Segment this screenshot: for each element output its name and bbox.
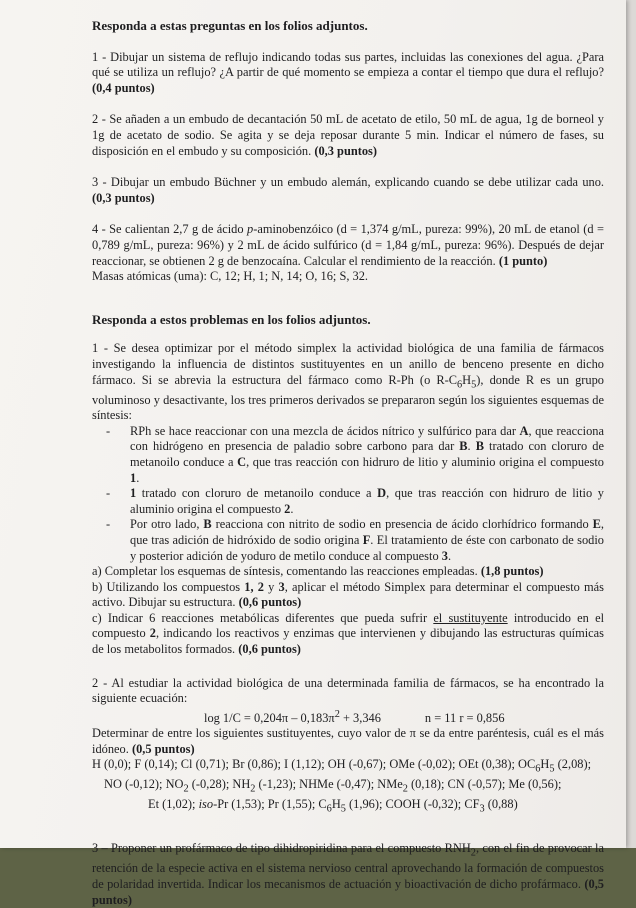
problem-2-intro: 2 - Al estudiar la actividad biológica de una determinada familia de fármacos, se ha encontrado la siguiente ecuación:: [92, 675, 604, 706]
problem-2-equation: $\log 1/C = 0,204\pi - 0,183\pi^2 + 3,346$ n = 11 r = 0,856: [204, 708, 505, 725]
scheme-3: - Por otro lado, B reacciona con nitrito de sodio en presencia de ácido clorhídrico formando E, que tras adición de hidróxido de sodio origina F. El tratamiento de éste con carbonato de sodio y posterior adición de yoduro de metilo conduce al compuesto 3.: [106, 517, 604, 564]
problem-2-question: Determinar de entre los siguientes sustituyentes, cuyo valor de π se da entre paréntesis, cuál es el más idóneo. (0,5 puntos): [92, 725, 604, 756]
question-3-points: (0,3 puntos): [92, 190, 155, 205]
problem-1-intro: 1 - Se desea optimizar por el método simplex la actividad biológica de una familia de fármacos investigando la influencia de distintos sustituyentes en un anillo de benceno presente en dicho fármaco. Si se abrevia la estructura del fármaco como R-Ph (o $R-C_6H_5$), donde R es un grupo voluminoso y desactivante, los tres primeros derivados se prepararon según los siguientes esquemas de síntesis:: [92, 341, 604, 423]
problem-1-part-c: c) Indicar 6 reacciones metabólicas diferentes que pueda sufrir el sustituyente introducido en el compuesto 2, indicando los reactivos y enzimas que intervienen y dibujando las estructuras químicas de los metabolitos formados. (0,6 puntos): [92, 610, 605, 657]
problem-1-part-b: b) Utilizando los compuestos 1, 2 y 3, aplicar el método Simplex para determinar el compuesto más activo. Dibujar su estructura. (0,6 puntos): [92, 579, 605, 610]
problem-3: 3 – Proponer un profármaco de tipo dihidropiridina para el compuesto $RNH_2$, con el fin de provocar la retención de la especie activa en el sistema nervioso central aprovechando la formación de compuestos de polaridad invertida. Indicar los mecanismos de actuación y bioactivación de dicho profármaco. (0,5 puntos): [92, 841, 604, 907]
question-1: 1 - Dibujar un sistema de reflujo indicando todas sus partes, incluidas las conexiones del agua. ¿Para qué se utiliza un reflujo? ¿A partir de qué momento se empieza a contar el tiempo que dura el reflujo? (0,4 puntos): [92, 49, 604, 95]
section2-heading: Responda a estos problemas en los folios adjuntos.: [92, 311, 371, 327]
substituent-line-3: Et (1,02); iso-Pr (1,53); Pr (1,55); $C_6H_5$ (1,96); COOH (-0,32); $CF_3$ (0,88): [148, 797, 518, 815]
substituent-line-1: H (0,0); F (0,14); Cl (0,71); Br (0,86); I (1,12); OH (-0,67); OMe (-0,02); OEt (0,38); $OC_6H_5$ (2,08);: [92, 757, 592, 775]
question-2: 2 - Se añaden a un embudo de decantación 50 mL de acetato de etilo, 50 mL de agua, 1g de borneol y 1g de acetato de sodio. Se agita y se deja reposar durante 5 min. Indicar el número de fases, su disposición en el embudo y su composición. (0,3 puntos): [92, 112, 604, 158]
question-1-points: (0,4 puntos): [92, 80, 155, 95]
synthesis-schemes: [92, 424, 604, 564]
scheme-1: - RPh se hace reaccionar con una mezcla de ácidos nítrico y sulfúrico para dar A, que reacciona con hidrógeno en presencia de paladio sobre carbono para dar B. B tratado con cloruro de metanoilo conduce a C, que tras reacción con hidruro de litio y aluminio origina el compuesto 1.: [106, 424, 604, 486]
regression-stats: n = 11 r = 0,856: [424, 710, 505, 725]
problem-1-part-a: a) Completar los esquemas de síntesis, comentando las reacciones empleadas. (1,8 puntos): [92, 564, 544, 579]
scheme-2: - 1 tratado con cloruro de metanoilo conduce a D, que tras reacción con hidruro de litio y aluminio origina el compuesto 2.: [106, 486, 604, 517]
question-3: 3 - Dibujar un embudo Büchner y un embudo alemán, explicando cuando se debe utilizar cada uno. (0,3 puntos): [92, 175, 604, 205]
section1-heading: Responda a estas preguntas en los folios adjuntos.: [92, 18, 368, 33]
substituent-list: [92, 757, 604, 817]
atomic-masses: Masas atómicas (uma): C, 12; H, 1; N, 14; O, 16; S, 32.: [92, 269, 369, 284]
question-4: 4 - Se calientan 2,7 g de ácido p-aminobenzóico (d = 1,374 g/mL, pureza: 99%), 20 mL de etanol (d = 0,789 g/mL, pureza: 96%) y 2 mL de ácido sulfúrico (d = 1,84 g/mL, pureza: 96%). Después de dejar reaccionar, se obtienen 2 g de benzocaína. Calcular el rendimiento de la reacción. (1 punto): [92, 222, 604, 268]
question-4-points: (1 punto): [498, 253, 548, 268]
substituent-line-2: NO (-0,12); $NO_2$ (-0,28); $NH_2$ (-1,23); NHMe (-0,47); NMe$_2$ (0,18); CN (-0,57); Me (0,56);: [104, 777, 562, 795]
question-2-points: (0,3 puntos): [314, 143, 377, 158]
exam-content: [92, 18, 604, 908]
